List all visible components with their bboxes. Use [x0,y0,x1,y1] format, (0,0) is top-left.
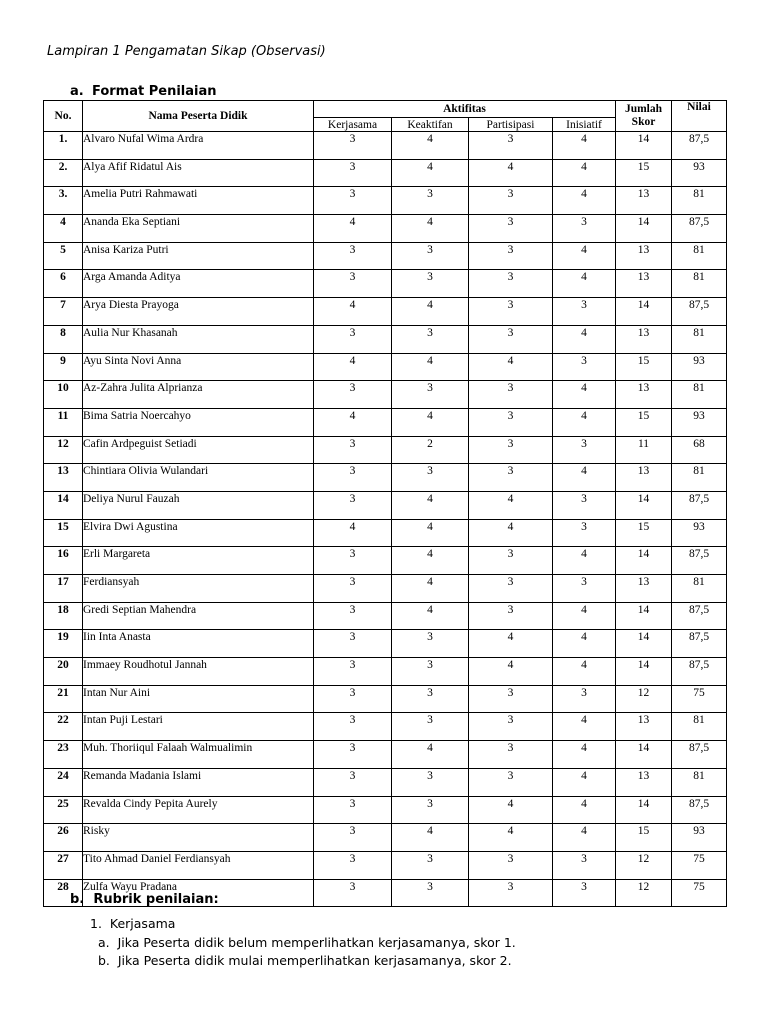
cell-no: 17 [44,575,83,603]
cell-jumlah-skor: 12 [616,685,672,713]
rubric-item [90,916,175,931]
header-inisiatif: Inisiatif [553,118,616,132]
cell-name: Arya Diesta Prayoga [83,298,314,326]
cell-nilai: 81 [672,381,727,409]
cell-partisipasi: 4 [469,796,553,824]
cell-inisiatif: 4 [553,713,616,741]
cell-nilai: 87,5 [672,215,727,243]
cell-name: Cafin Ardpeguist Setiadi [83,436,314,464]
cell-nilai: 75 [672,851,727,879]
cell-inisiatif: 3 [553,851,616,879]
cell-kerjasama: 3 [314,436,392,464]
cell-no: 21 [44,685,83,713]
cell-keaktifan: 3 [392,658,469,686]
cell-inisiatif: 4 [553,187,616,215]
cell-kerjasama: 3 [314,658,392,686]
cell-name: Alya Afif Ridatul Ais [83,159,314,187]
rubric-text: Jika Peserta didik belum memperlihatkan kerjasamanya, skor 1. [117,935,516,950]
cell-inisiatif: 3 [553,879,616,907]
cell-keaktifan: 3 [392,270,469,298]
cell-kerjasama: 4 [314,408,392,436]
cell-nilai: 87,5 [672,298,727,326]
cell-no: 28 [44,879,83,907]
cell-keaktifan: 4 [392,575,469,603]
table-row [44,353,727,381]
cell-no: 11 [44,408,83,436]
rubric-text: Jika Peserta didik mulai memperlihatkan kerjasamanya, skor 2. [117,953,512,968]
cell-no: 18 [44,602,83,630]
header-keaktifan: Keaktifan [392,118,469,132]
rubric-marker: b. [98,953,110,968]
cell-no: 24 [44,768,83,796]
cell-nilai: 87,5 [672,796,727,824]
cell-partisipasi: 3 [469,132,553,160]
cell-no: 26 [44,824,83,852]
cell-jumlah-skor: 13 [616,270,672,298]
table-row [44,298,727,326]
table-body [44,132,727,907]
header-jumlah-skor [616,101,672,132]
cell-nilai: 93 [672,408,727,436]
cell-no: 16 [44,547,83,575]
cell-partisipasi: 3 [469,242,553,270]
cell-inisiatif: 4 [553,824,616,852]
cell-partisipasi: 3 [469,464,553,492]
cell-no: 3. [44,187,83,215]
cell-name: Revalda Cindy Pepita Aurely [83,796,314,824]
cell-partisipasi: 3 [469,685,553,713]
cell-partisipasi: 3 [469,602,553,630]
cell-no: 25 [44,796,83,824]
cell-kerjasama: 3 [314,491,392,519]
cell-keaktifan: 4 [392,159,469,187]
cell-nilai: 87,5 [672,547,727,575]
cell-name: Elvira Dwi Agustina [83,519,314,547]
page-title: Lampiran 1 Pengamatan Sikap (Observasi) [47,44,326,59]
cell-partisipasi: 3 [469,325,553,353]
section-a-marker: a. [70,84,84,99]
rubric-marker: a. [98,935,110,950]
cell-name: Zulfa Wayu Pradana [83,879,314,907]
table-row [44,159,727,187]
cell-jumlah-skor: 14 [616,491,672,519]
cell-jumlah-skor: 14 [616,796,672,824]
table-row [44,575,727,603]
cell-jumlah-skor: 13 [616,464,672,492]
cell-kerjasama: 4 [314,519,392,547]
cell-keaktifan: 4 [392,353,469,381]
cell-name: Amelia Putri Rahmawati [83,187,314,215]
cell-keaktifan: 3 [392,630,469,658]
cell-inisiatif: 3 [553,491,616,519]
header-nilai: Nilai [672,101,727,132]
cell-no: 5 [44,242,83,270]
cell-partisipasi: 3 [469,575,553,603]
cell-inisiatif: 4 [553,132,616,160]
cell-inisiatif: 3 [553,436,616,464]
cell-name: Immaey Roudhotul Jannah [83,658,314,686]
table-row [44,824,727,852]
cell-name: Alvaro Nufal Wima Ardra [83,132,314,160]
table-row [44,270,727,298]
cell-inisiatif: 4 [553,464,616,492]
cell-name: Muh. Thoriiqul Falaah Walmualimin [83,741,314,769]
cell-keaktifan: 3 [392,685,469,713]
cell-inisiatif: 4 [553,408,616,436]
table-row [44,464,727,492]
cell-inisiatif: 3 [553,353,616,381]
cell-nilai: 93 [672,353,727,381]
cell-name: Gredi Septian Mahendra [83,602,314,630]
cell-name: Arga Amanda Aditya [83,270,314,298]
cell-jumlah-skor: 13 [616,187,672,215]
cell-jumlah-skor: 13 [616,768,672,796]
table-row [44,685,727,713]
rubric-marker: 1. [90,916,102,931]
cell-keaktifan: 4 [392,547,469,575]
cell-no: 27 [44,851,83,879]
cell-partisipasi: 3 [469,851,553,879]
cell-nilai: 81 [672,325,727,353]
cell-nilai: 81 [672,464,727,492]
cell-jumlah-skor: 15 [616,159,672,187]
cell-nilai: 87,5 [672,491,727,519]
cell-jumlah-skor: 14 [616,547,672,575]
cell-nilai: 87,5 [672,658,727,686]
cell-jumlah-skor: 12 [616,879,672,907]
cell-name: Risky [83,824,314,852]
cell-partisipasi: 4 [469,824,553,852]
cell-kerjasama: 4 [314,353,392,381]
cell-kerjasama: 3 [314,159,392,187]
cell-keaktifan: 4 [392,215,469,243]
table-row [44,602,727,630]
cell-kerjasama: 3 [314,242,392,270]
cell-nilai: 93 [672,824,727,852]
cell-inisiatif: 4 [553,768,616,796]
cell-partisipasi: 3 [469,408,553,436]
cell-partisipasi: 3 [469,215,553,243]
cell-inisiatif: 3 [553,519,616,547]
cell-inisiatif: 3 [553,575,616,603]
cell-partisipasi: 3 [469,436,553,464]
cell-kerjasama: 3 [314,741,392,769]
cell-inisiatif: 4 [553,325,616,353]
header-kerjasama: Kerjasama [314,118,392,132]
cell-inisiatif: 4 [553,741,616,769]
cell-kerjasama: 3 [314,824,392,852]
cell-nilai: 87,5 [672,741,727,769]
table-row [44,436,727,464]
cell-kerjasama: 3 [314,851,392,879]
section-b-marker: b. [70,892,85,907]
cell-jumlah-skor: 14 [616,658,672,686]
cell-jumlah-skor: 14 [616,630,672,658]
cell-keaktifan: 3 [392,242,469,270]
cell-inisiatif: 4 [553,242,616,270]
cell-partisipasi: 3 [469,187,553,215]
cell-name: Chintiara Olivia Wulandari [83,464,314,492]
table-row [44,408,727,436]
cell-jumlah-skor: 12 [616,851,672,879]
cell-keaktifan: 3 [392,381,469,409]
cell-jumlah-skor: 13 [616,381,672,409]
cell-partisipasi: 3 [469,879,553,907]
cell-nilai: 87,5 [672,630,727,658]
cell-inisiatif: 3 [553,685,616,713]
cell-inisiatif: 4 [553,658,616,686]
cell-keaktifan: 4 [392,298,469,326]
cell-no: 7 [44,298,83,326]
cell-kerjasama: 4 [314,215,392,243]
cell-keaktifan: 3 [392,325,469,353]
cell-keaktifan: 3 [392,851,469,879]
cell-keaktifan: 4 [392,408,469,436]
cell-jumlah-skor: 14 [616,132,672,160]
cell-keaktifan: 2 [392,436,469,464]
cell-nilai: 81 [672,768,727,796]
cell-name: Ayu Sinta Novi Anna [83,353,314,381]
cell-nilai: 87,5 [672,602,727,630]
cell-keaktifan: 4 [392,491,469,519]
cell-kerjasama: 3 [314,381,392,409]
cell-name: Ananda Eka Septiani [83,215,314,243]
cell-nilai: 93 [672,159,727,187]
cell-partisipasi: 3 [469,270,553,298]
cell-jumlah-skor: 11 [616,436,672,464]
cell-no: 13 [44,464,83,492]
cell-kerjasama: 3 [314,187,392,215]
cell-name: Intan Puji Lestari [83,713,314,741]
cell-kerjasama: 3 [314,547,392,575]
cell-inisiatif: 4 [553,159,616,187]
cell-jumlah-skor: 13 [616,325,672,353]
cell-nilai: 81 [672,713,727,741]
cell-partisipasi: 4 [469,630,553,658]
cell-kerjasama: 3 [314,575,392,603]
header-partisipasi: Partisipasi [469,118,553,132]
cell-jumlah-skor: 15 [616,824,672,852]
cell-partisipasi: 4 [469,491,553,519]
cell-no: 8 [44,325,83,353]
cell-kerjasama: 3 [314,464,392,492]
assessment-table [43,100,727,907]
header-aktifitas: Aktifitas [314,101,616,118]
header-skor: Skor [631,116,656,128]
rubric-item [98,935,516,950]
section-a-label: Format Penilaian [91,84,217,99]
cell-inisiatif: 3 [553,298,616,326]
cell-no: 22 [44,713,83,741]
section-b-heading [70,892,219,907]
cell-keaktifan: 3 [392,768,469,796]
cell-partisipasi: 4 [469,159,553,187]
cell-name: Iin Inta Anasta [83,630,314,658]
table-row [44,630,727,658]
cell-inisiatif: 4 [553,381,616,409]
cell-kerjasama: 3 [314,713,392,741]
cell-nilai: 93 [672,519,727,547]
cell-name: Aulia Nur Khasanah [83,325,314,353]
section-b-label: Rubrik penilaian: [93,892,219,907]
cell-kerjasama: 3 [314,796,392,824]
cell-inisiatif: 4 [553,270,616,298]
section-a-heading [70,84,217,99]
cell-name: Az-Zahra Julita Alprianza [83,381,314,409]
header-jumlah: Jumlah [624,103,663,115]
cell-keaktifan: 4 [392,132,469,160]
cell-partisipasi: 4 [469,519,553,547]
cell-jumlah-skor: 13 [616,713,672,741]
table-row [44,187,727,215]
cell-name: Ferdiansyah [83,575,314,603]
cell-keaktifan: 3 [392,187,469,215]
cell-keaktifan: 4 [392,602,469,630]
table-row [44,491,727,519]
cell-partisipasi: 3 [469,768,553,796]
cell-keaktifan: 4 [392,741,469,769]
cell-keaktifan: 3 [392,464,469,492]
cell-keaktifan: 3 [392,796,469,824]
cell-no: 6 [44,270,83,298]
cell-partisipasi: 4 [469,658,553,686]
cell-keaktifan: 3 [392,879,469,907]
cell-inisiatif: 3 [553,215,616,243]
table-row [44,658,727,686]
cell-kerjasama: 3 [314,879,392,907]
cell-nilai: 75 [672,685,727,713]
cell-kerjasama: 3 [314,630,392,658]
cell-jumlah-skor: 15 [616,353,672,381]
cell-inisiatif: 4 [553,796,616,824]
cell-jumlah-skor: 14 [616,215,672,243]
cell-name: Anisa Kariza Putri [83,242,314,270]
table-row [44,796,727,824]
cell-nilai: 81 [672,187,727,215]
cell-no: 9 [44,353,83,381]
cell-no: 1. [44,132,83,160]
cell-keaktifan: 3 [392,713,469,741]
cell-partisipasi: 3 [469,381,553,409]
cell-keaktifan: 4 [392,824,469,852]
cell-name: Tito Ahmad Daniel Ferdiansyah [83,851,314,879]
cell-nilai: 87,5 [672,132,727,160]
rubric-text: Kerjasama [109,916,176,931]
cell-no: 15 [44,519,83,547]
cell-kerjasama: 3 [314,132,392,160]
cell-no: 14 [44,491,83,519]
cell-nilai: 75 [672,879,727,907]
cell-kerjasama: 3 [314,602,392,630]
cell-jumlah-skor: 13 [616,575,672,603]
cell-nilai: 81 [672,575,727,603]
cell-jumlah-skor: 14 [616,298,672,326]
cell-kerjasama: 3 [314,685,392,713]
cell-inisiatif: 4 [553,602,616,630]
cell-kerjasama: 3 [314,325,392,353]
cell-inisiatif: 4 [553,630,616,658]
cell-no: 23 [44,741,83,769]
cell-jumlah-skor: 13 [616,242,672,270]
cell-name: Deliya Nurul Fauzah [83,491,314,519]
table-row [44,741,727,769]
rubric-item [98,953,512,968]
table-row [44,768,727,796]
cell-nilai: 68 [672,436,727,464]
header-name: Nama Peserta Didik [83,101,314,132]
cell-kerjasama: 3 [314,768,392,796]
cell-kerjasama: 3 [314,270,392,298]
cell-name: Erli Margareta [83,547,314,575]
cell-jumlah-skor: 15 [616,519,672,547]
cell-name: Remanda Madania Islami [83,768,314,796]
table-row [44,519,727,547]
table-row [44,713,727,741]
cell-no: 4 [44,215,83,243]
cell-partisipasi: 3 [469,713,553,741]
cell-jumlah-skor: 14 [616,741,672,769]
cell-partisipasi: 3 [469,298,553,326]
table-row [44,132,727,160]
cell-kerjasama: 4 [314,298,392,326]
cell-no: 10 [44,381,83,409]
cell-name: Bima Satria Noercahyo [83,408,314,436]
cell-nilai: 81 [672,270,727,298]
table-row [44,325,727,353]
cell-no: 20 [44,658,83,686]
cell-name: Intan Nur Aini [83,685,314,713]
cell-inisiatif: 4 [553,547,616,575]
cell-keaktifan: 4 [392,519,469,547]
table-row [44,381,727,409]
cell-jumlah-skor: 15 [616,408,672,436]
cell-no: 19 [44,630,83,658]
table-row [44,547,727,575]
table-row [44,242,727,270]
cell-no: 12 [44,436,83,464]
cell-partisipasi: 3 [469,547,553,575]
table-row [44,851,727,879]
cell-partisipasi: 3 [469,741,553,769]
cell-partisipasi: 4 [469,353,553,381]
table-row [44,215,727,243]
cell-nilai: 81 [672,242,727,270]
cell-no: 2. [44,159,83,187]
cell-jumlah-skor: 14 [616,602,672,630]
header-no: No. [44,101,83,132]
